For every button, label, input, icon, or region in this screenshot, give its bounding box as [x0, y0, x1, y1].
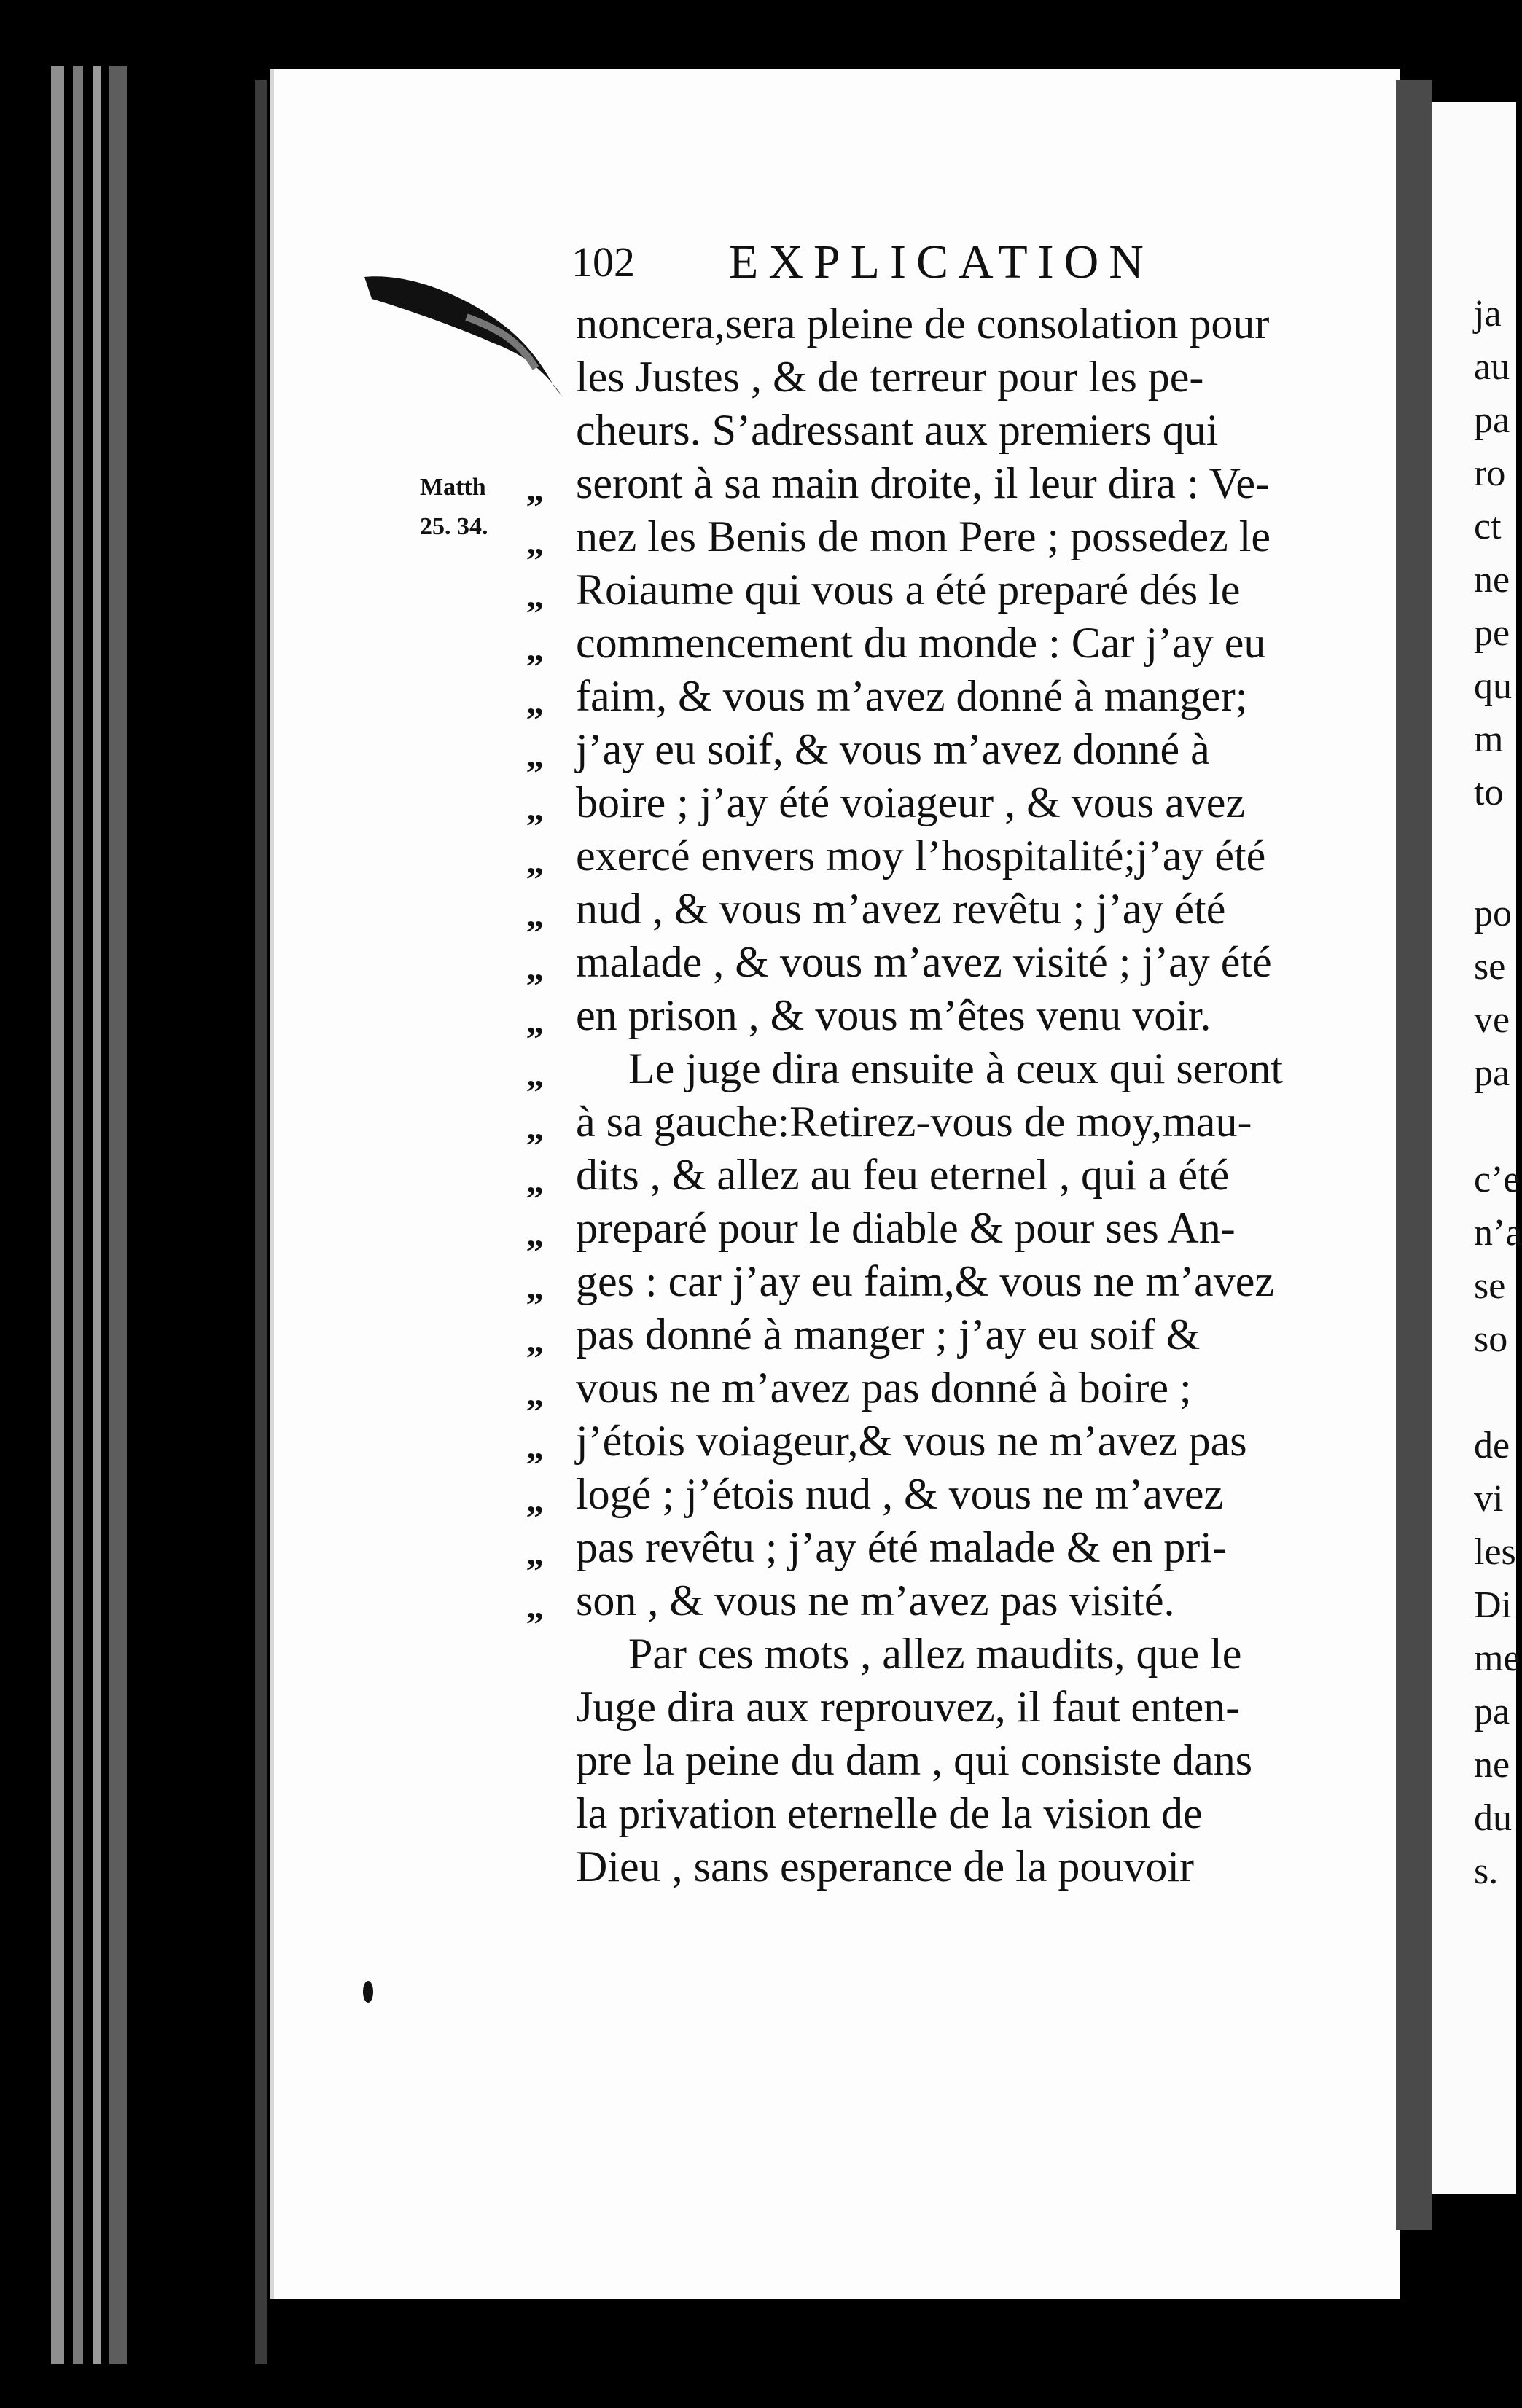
quotation-mark: „: [526, 1481, 544, 1520]
text-line: noncera,sera pleine de consolation pour: [576, 300, 1270, 348]
quotation-mark: „: [526, 523, 544, 562]
facing-page-fragment: pa: [1474, 1052, 1510, 1094]
facing-page-fragment: ne: [1474, 559, 1510, 601]
quotation-mark: „: [526, 1321, 544, 1360]
quotation-mark: „: [526, 843, 544, 881]
quotation-mark: „: [526, 1428, 544, 1466]
text-line: nez les Benis de mon Pere ; possedez le: [576, 512, 1271, 560]
text-line: son , & vous ne m’avez pas visité.: [576, 1576, 1175, 1625]
facing-page-fragment: qu: [1474, 665, 1512, 707]
text-line: Roiaume qui vous a été preparé dés le: [576, 566, 1241, 614]
facing-page-fragment: ve: [1474, 999, 1510, 1041]
quotation-mark: „: [526, 1268, 544, 1307]
facing-page-fragment: m: [1474, 719, 1504, 760]
text-line: pre la peine du dam , qui consiste dans: [576, 1736, 1253, 1784]
text-line: cheurs. S’adressant aux premiers qui: [576, 406, 1219, 454]
facing-page-fragment: n’a: [1474, 1212, 1522, 1254]
facing-page-fragment: les: [1474, 1531, 1516, 1573]
running-title: EXPLICATION: [729, 235, 1154, 289]
text-line: Le juge dira ensuite à ceux qui seront: [628, 1044, 1284, 1092]
ink-stroke-mark: [357, 259, 576, 404]
facing-page-fragment: se: [1474, 946, 1506, 988]
facing-page-fragment: ro: [1474, 453, 1506, 494]
text-line: dits , & allez au feu eternel , qui a été: [576, 1151, 1230, 1199]
quotation-mark: „: [526, 1002, 544, 1041]
facing-page-fragment: to: [1474, 772, 1504, 813]
facing-page-fragment: au: [1474, 346, 1510, 388]
text-line: faim, & vous m’avez donné à manger;: [576, 672, 1248, 720]
quotation-mark: „: [526, 1162, 544, 1200]
quotation-mark: „: [526, 470, 544, 509]
text-line: la privation eternelle de la vision de: [576, 1789, 1203, 1837]
text-line: Dieu , sans esperance de la pouvoir: [576, 1842, 1195, 1891]
text-line: j’étois voiageur,& vous ne m’avez pas: [576, 1417, 1247, 1465]
quotation-mark: „: [526, 789, 544, 828]
text-line: malade , & vous m’avez visité ; j’ay été: [576, 938, 1272, 986]
binding-edge: [109, 66, 127, 2364]
binding-edge: [51, 66, 64, 2364]
text-line: ges : car j’ay eu faim,& vous ne m’avez: [576, 1257, 1274, 1305]
quotation-mark: „: [526, 1055, 544, 1094]
text-line: exercé envers moy l’hospitalité;j’ay été: [576, 832, 1266, 880]
text-line: commencement du monde : Car j’ay eu: [576, 619, 1266, 667]
facing-page-fragment: c’e: [1474, 1159, 1521, 1200]
page-number: 102: [571, 238, 635, 286]
right-gutter-shadow: [1396, 80, 1432, 2230]
text-line: pas revêtu ; j’ay été malade & en pri-: [576, 1523, 1227, 1571]
quotation-mark: „: [526, 1587, 544, 1626]
facing-page-fragment: pa: [1474, 1691, 1510, 1732]
text-line: vous ne m’avez pas donné à boire ;: [576, 1364, 1192, 1412]
facing-page-fragment: pe: [1474, 612, 1510, 654]
text-line: boire ; j’ay été voiageur , & vous avez: [576, 778, 1245, 826]
facing-page-fragment: s.: [1474, 1850, 1499, 1892]
text-line: logé ; j’étois nud , & vous ne m’avez: [576, 1470, 1224, 1518]
text-line: seront à sa main droite, il leur dira : Ve-: [576, 459, 1270, 507]
quotation-mark: „: [526, 1375, 544, 1413]
facing-page-fragment: vi: [1474, 1478, 1504, 1520]
binding-edge: [73, 66, 83, 2364]
text-line: Juge dira aux reprouvez, il faut enten-: [576, 1683, 1241, 1731]
facing-page-fragment: se: [1474, 1265, 1506, 1307]
binding-edge: [93, 66, 101, 2364]
marginal-reference: 25. 34.: [420, 513, 488, 540]
quotation-mark: „: [526, 630, 544, 668]
facing-page-fragment: po: [1474, 893, 1512, 934]
facing-page-fragment: pa: [1474, 399, 1510, 441]
facing-page-fragment: du: [1474, 1797, 1512, 1839]
facing-page-fragment: ct: [1474, 506, 1502, 547]
quotation-mark: „: [526, 683, 544, 722]
quotation-mark: „: [526, 1109, 544, 1147]
text-line: nud , & vous m’avez revêtu ; j’ay été: [576, 885, 1226, 933]
quotation-mark: „: [526, 949, 544, 988]
marginal-reference: Matth: [420, 474, 486, 501]
ink-dot-mark: [363, 1981, 373, 2003]
quotation-mark: „: [526, 896, 544, 934]
facing-page-fragment: so: [1474, 1318, 1508, 1360]
text-line: preparé pour le diable & pour ses An-: [576, 1204, 1236, 1252]
text-line: à sa gauche:Retirez-vous de moy,mau-: [576, 1098, 1252, 1146]
facing-page-fragment: me: [1474, 1638, 1521, 1679]
quotation-mark: „: [526, 736, 544, 775]
quotation-mark: „: [526, 576, 544, 615]
page-gutter-shadow: [255, 80, 267, 2364]
facing-page-fragment: ne: [1474, 1744, 1510, 1786]
quotation-mark: „: [526, 1215, 544, 1254]
facing-page-fragment: Di: [1474, 1584, 1512, 1626]
text-line: les Justes , & de terreur pour les pe-: [576, 353, 1204, 401]
facing-page-fragment: de: [1474, 1425, 1510, 1466]
quotation-mark: „: [526, 1534, 544, 1573]
text-line: en prison , & vous m’êtes venu voir.: [576, 991, 1211, 1039]
text-line: pas donné à manger ; j’ay eu soif &: [576, 1310, 1201, 1359]
facing-page-fragment: ja: [1474, 293, 1502, 335]
text-line: Par ces mots , allez maudits, que le: [628, 1630, 1242, 1678]
text-line: j’ay eu soif, & vous m’avez donné à: [576, 725, 1210, 773]
